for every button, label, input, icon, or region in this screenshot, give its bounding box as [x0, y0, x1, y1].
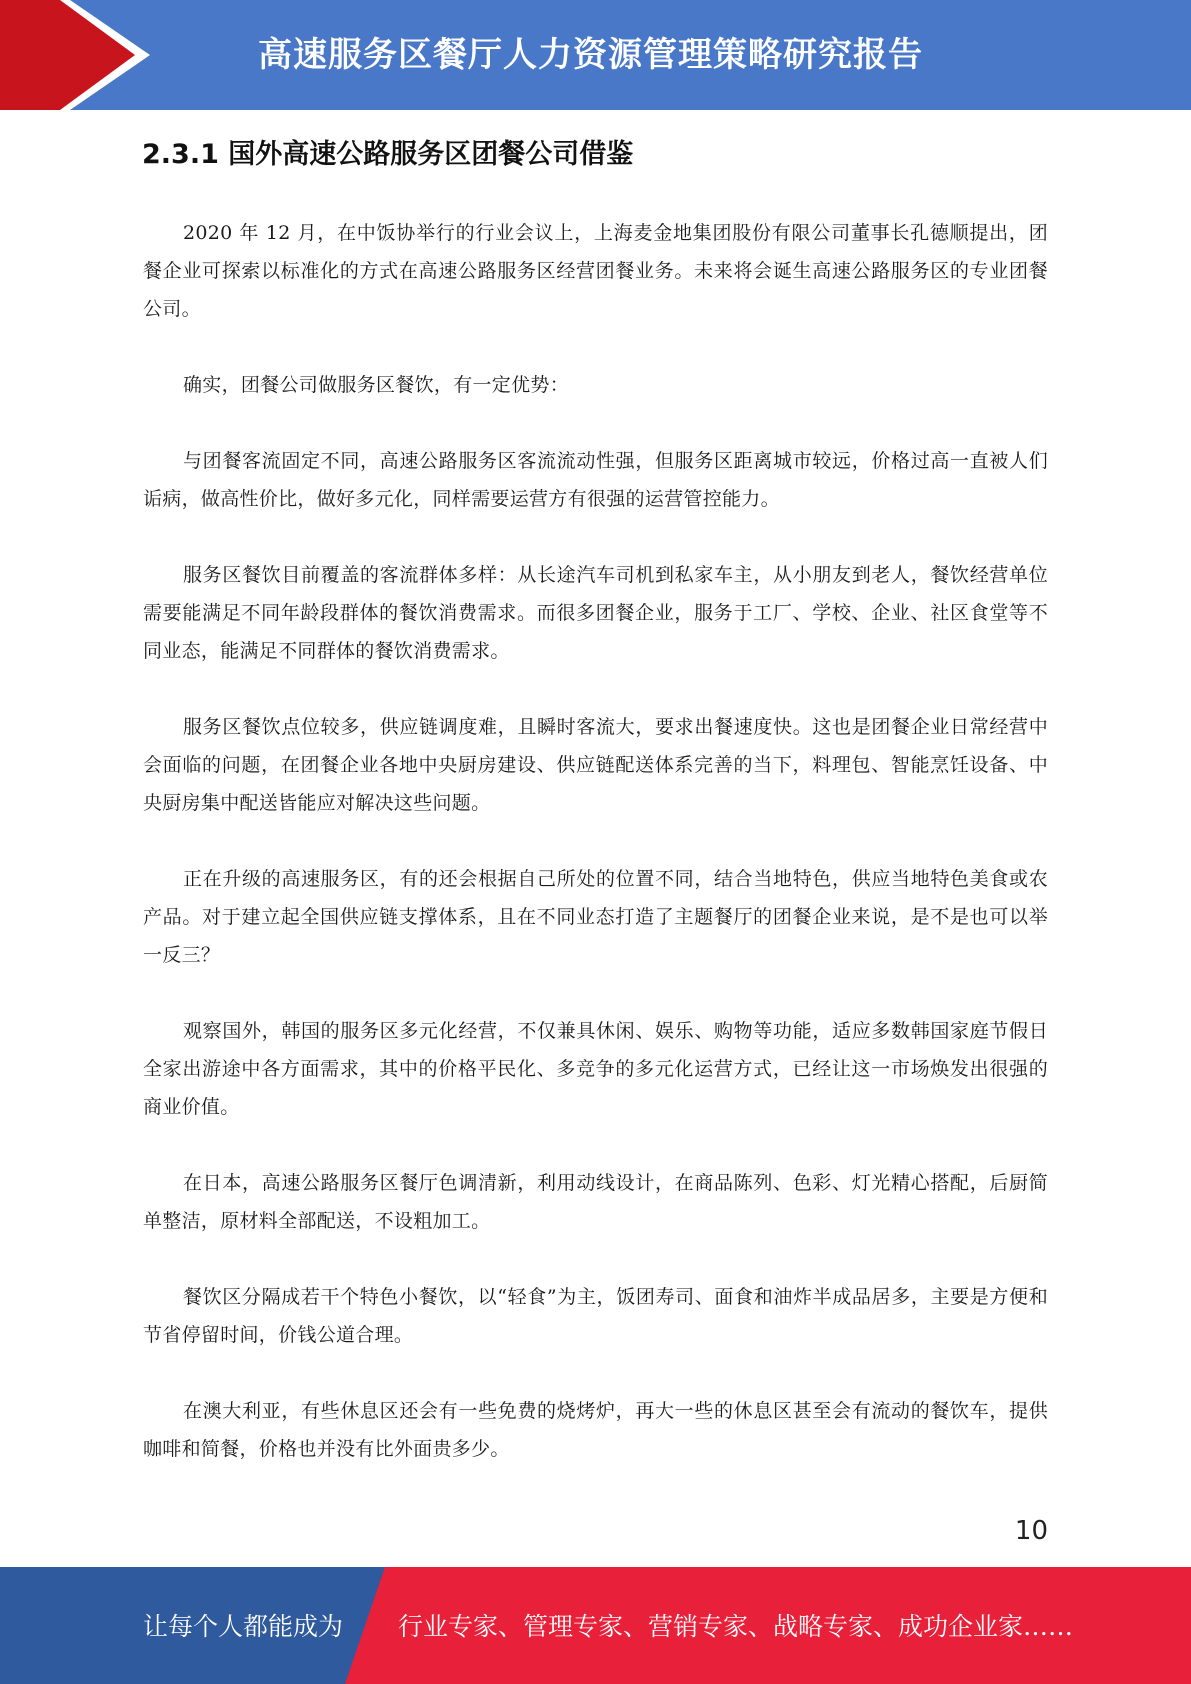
footer-slogan-left: 让每个人都能成为	[143, 1612, 344, 1641]
paragraph: 餐饮区分隔成若干个特色小餐饮，以“轻食”为主，饭团寿司、面食和油炸半成品居多，主要是方便和节省停留时间，价钱公道合理。	[143, 1286, 1048, 1346]
paragraph: 2020 年 12 月，在中饭协举行的行业会议上，上海麦金地集团股份有限公司董事长孔德顺提出，团餐企业可探索以标准化的方式在高速公路服务区经营团餐业务。未来将会诞生高速公路服务区的专业团餐公司。	[143, 222, 1048, 320]
body-content	[143, 214, 1048, 1506]
section-heading: 2.3.1 国外高速公路服务区团餐公司借鉴	[142, 139, 634, 170]
header-chevron-icon	[0, 0, 150, 110]
paragraph: 在日本，高速公路服务区餐厅色调清新，利用动线设计，在商品陈列、色彩、灯光精心搭配，后厨简单整洁，原材料全部配送，不设粗加工。	[143, 1172, 1048, 1232]
report-title: 高速服务区餐厅人力资源管理策略研究报告	[258, 35, 923, 75]
footer-slogan-right: 行业专家、管理专家、营销专家、战略专家、成功企业家……	[398, 1612, 1074, 1641]
page-header	[0, 0, 1191, 110]
page-footer	[0, 1567, 1191, 1684]
paragraph: 在澳大利亚，有些休息区还会有一些免费的烧烤炉，再大一些的休息区甚至会有流动的餐饮车，提供咖啡和简餐，价格也并没有比外面贵多少。	[143, 1400, 1048, 1460]
paragraph: 与团餐客流固定不同，高速公路服务区客流流动性强，但服务区距离城市较远，价格过高一直被人们诟病，做高性价比，做好多元化，同样需要运营方有很强的运营管控能力。	[143, 450, 1048, 510]
page-number: 10	[1014, 1516, 1048, 1546]
paragraph: 确实，团餐公司做服务区餐饮，有一定优势：	[183, 374, 570, 396]
paragraph: 观察国外，韩国的服务区多元化经营，不仅兼具休闲、娱乐、购物等功能，适应多数韩国家庭节假日全家出游途中各方面需求，其中的价格平民化、多竞争的多元化运营方式，已经让这一市场焕发出很强的商业价值。	[143, 1020, 1048, 1118]
paragraph: 正在升级的高速服务区，有的还会根据自己所处的位置不同，结合当地特色，供应当地特色美食或农产品。对于建立起全国供应链支撑体系，且在不同业态打造了主题餐厅的团餐企业来说，是不是也可以举一反三？	[143, 868, 1048, 966]
paragraph: 服务区餐饮目前覆盖的客流群体多样：从长途汽车司机到私家车主，从小朋友到老人，餐饮经营单位需要能满足不同年龄段群体的餐饮消费需求。而很多团餐企业，服务于工厂、学校、企业、社区食堂等不同业态，能满足不同群体的餐饮消费需求。	[143, 564, 1048, 662]
paragraph: 服务区餐饮点位较多，供应链调度难，且瞬时客流大，要求出餐速度快。这也是团餐企业日常经营中会面临的问题，在团餐企业各地中央厨房建设、供应链配送体系完善的当下，料理包、智能烹饪设备、中央厨房集中配送皆能应对解决这些问题。	[143, 716, 1048, 814]
